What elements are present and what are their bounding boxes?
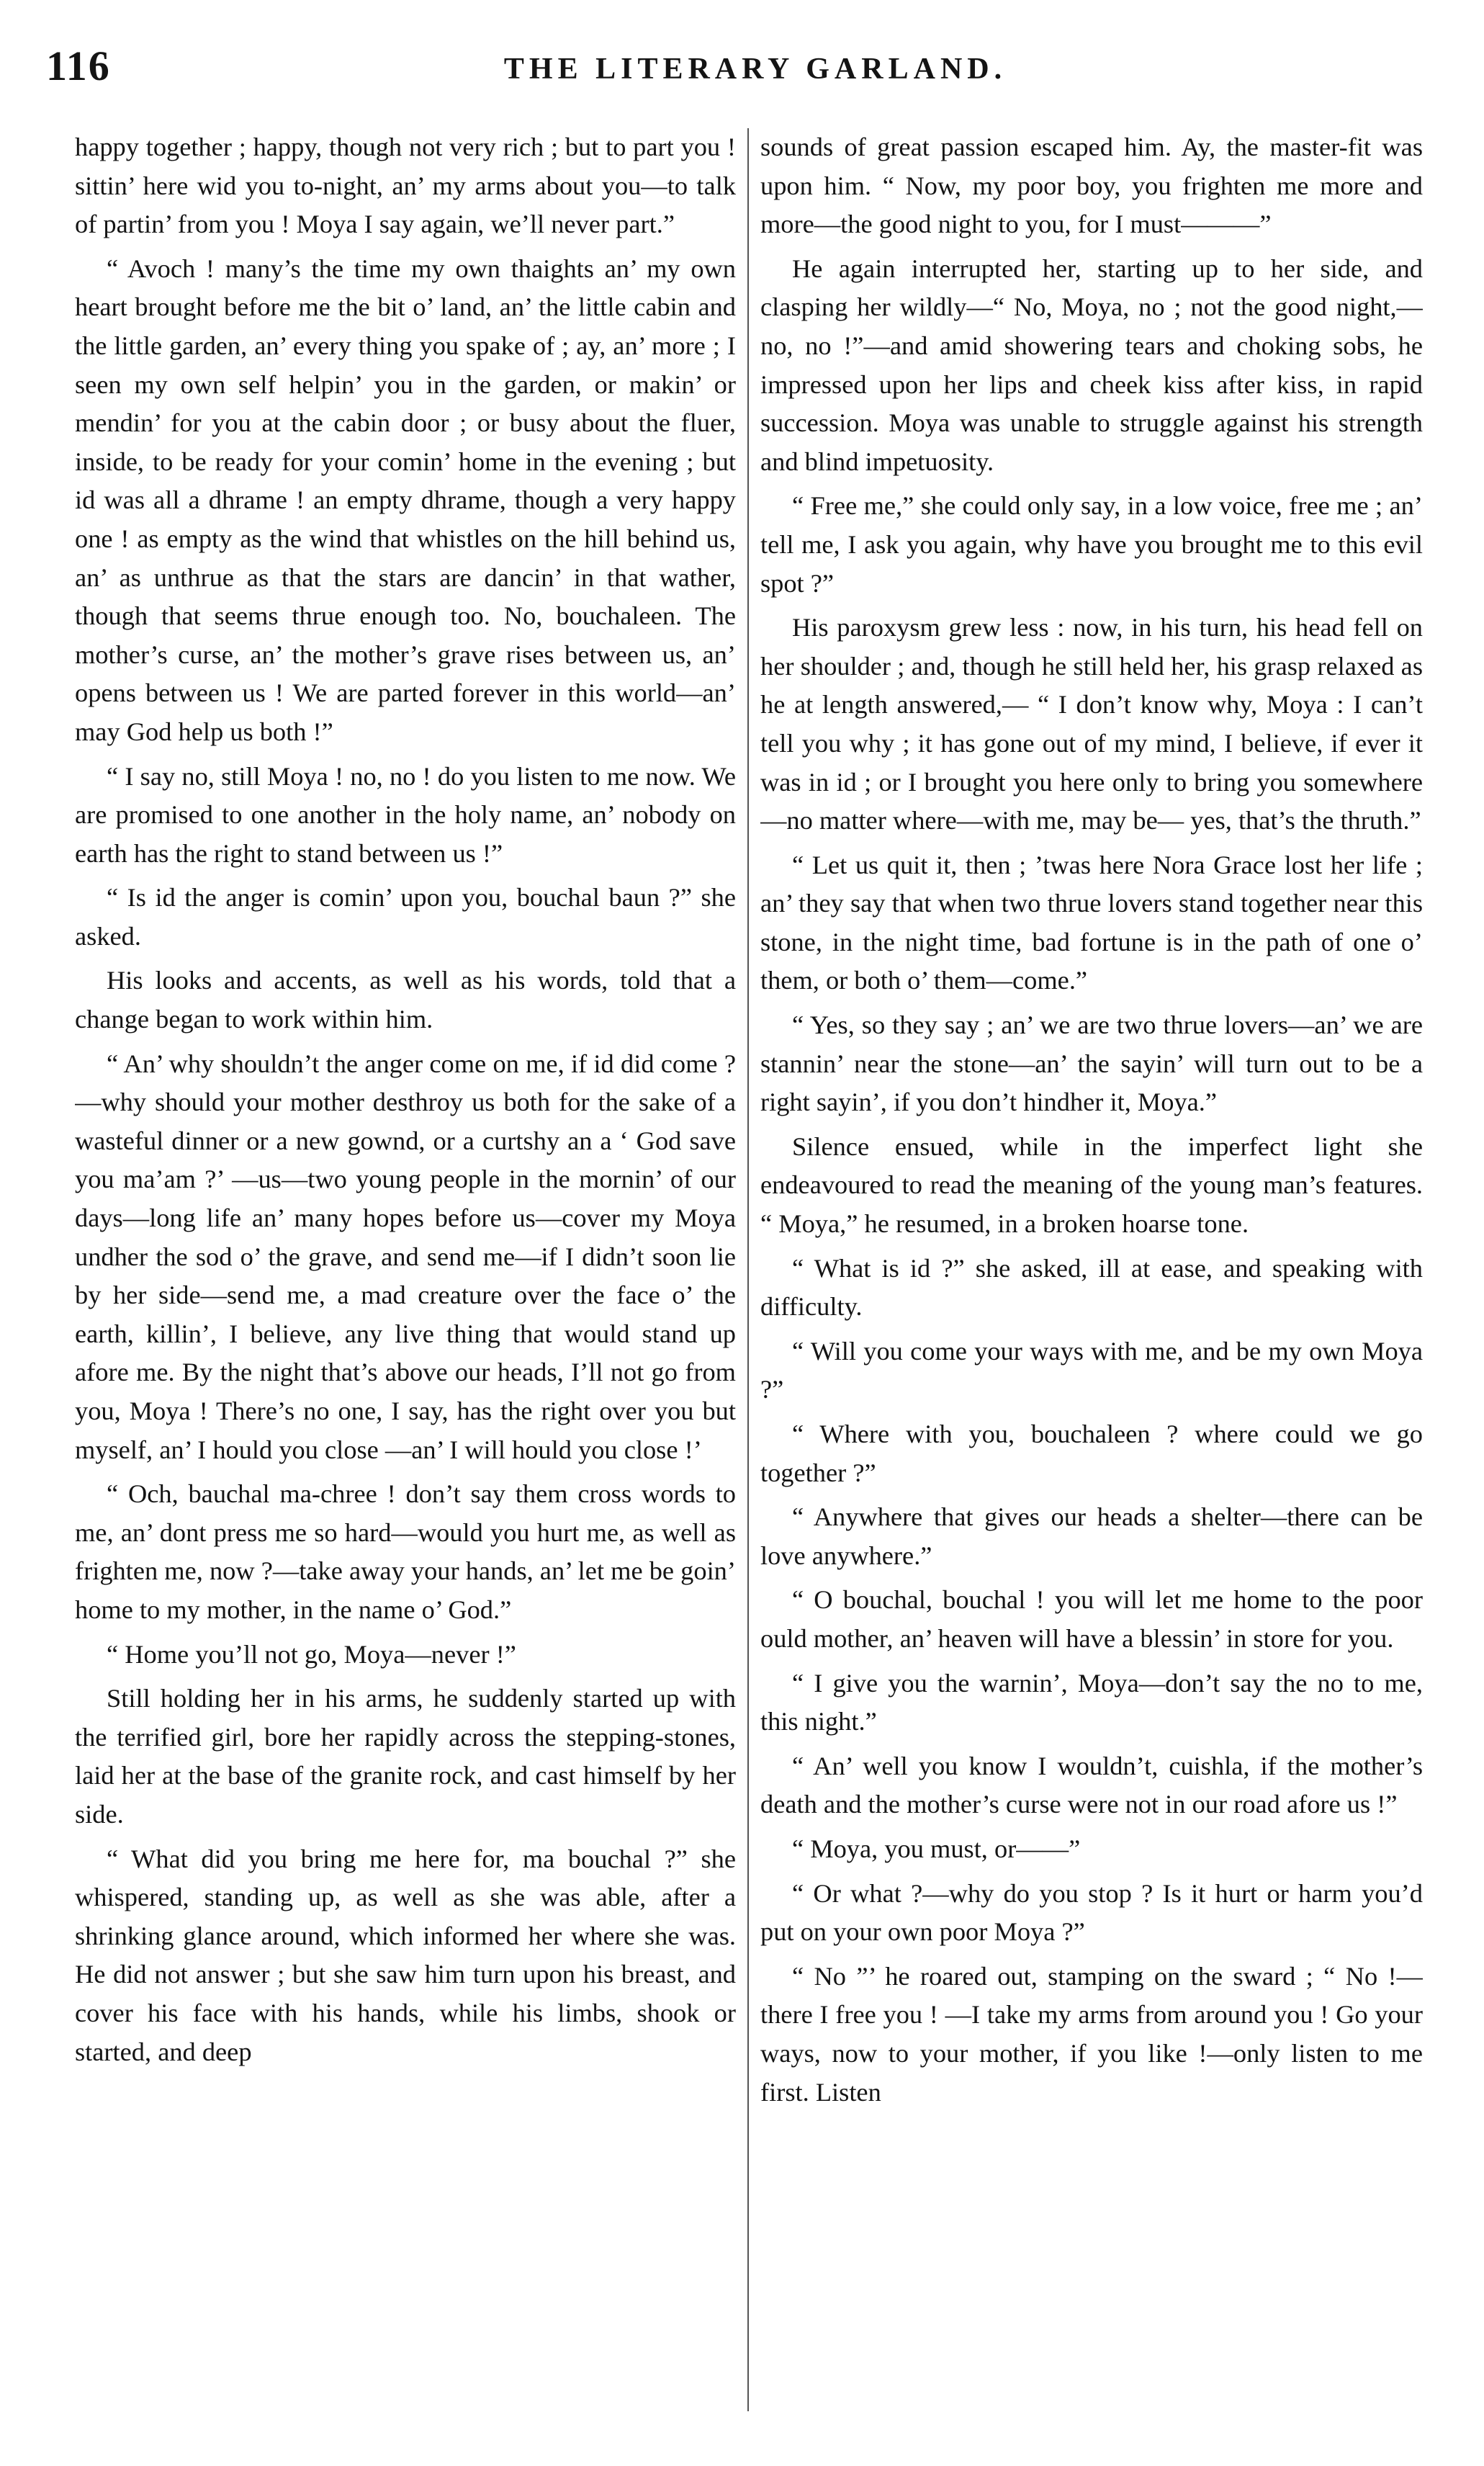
paragraph: “ Avoch ! many’s the time my own thaights an’ my own heart brought before me the bit o’ land, an’ the little cabin and the little garden, an’ every thing you spake of ; ay, an’ more ; I seen my own self helpin’ you in the garden, or makin’ or mendin’ for you at the cabin door ; or busy about the fluer, inside, to be ready for your comin’ home in the evening ; but id was all a dhrame ! an empty dhrame, though a very happy one ! as empty as the wind that whistles on the hill behind us, an’ as unthrue as that the stars are dancin’ in that wather, though that seems thrue enough too. No, bouchaleen. The mother’s curse, an’ the mother’s grave rises between us, an’ opens between us ! We are parted forever in this world—an’ may God help us both !” xyxy=(75,254,736,746)
paragraph: “ Home you’ll not go, Moya—never !” xyxy=(107,1639,516,1669)
column-divider xyxy=(747,128,749,2411)
paragraph: “ I give you the warnin’, Moya—don’t say the no to me, this night.” xyxy=(760,1668,1423,1736)
paragraph: “ What is id ?” she asked, ill at ease, and speaking with difficulty. xyxy=(760,1253,1423,1322)
paragraph: “ An’ well you know I wouldn’t, cuishla, if the mother’s death and the mother’s curse were not in our road afore us !” xyxy=(760,1751,1423,1819)
paragraph: Silence ensued, while in the imperfect light she endeavoured to read the meaning of the young man’s features. “ Moya,” he resumed, in a broken hoarse tone. xyxy=(760,1131,1423,1239)
paragraph: “ Moya, you must, or——” xyxy=(792,1834,1081,1863)
page-number: 116 xyxy=(46,42,111,89)
paragraph: His paroxysm grew less : now, in his turn, his head fell on her shoulder ; and, though he still held her, his grasp relaxed as he at length answered,— “ I don’t know why, Moya : I can’t tell you why ; it has gone out of my mind, I believe, if ever it was in id ; or I brought you here only to bring you somewhere—no matter where—with me, may be— yes, that’s the thruth.” xyxy=(760,613,1423,835)
paragraph: “ Yes, so they say ; an’ we are two thrue lovers—an’ we are stannin’ near the stone—an’ the sayin’ will turn out to be a right sayin’, if you don’t hindher it, Moya.” xyxy=(760,1010,1423,1117)
paragraph: “ I say no, still Moya ! no, no ! do you listen to me now. We are promised to one another in the holy name, an’ nobody on earth has the right to stand between us !” xyxy=(75,761,736,868)
paragraph: “ What did you bring me here for, ma bouchal ?” she whispered, standing up, as well as she was able, after a shrinking glance around, which informed her where she was. He did not answer ; but she saw him turn upon his breast, and cover his face with his hands, while his limbs, shook or started, and deep xyxy=(75,1844,736,2066)
paragraph: “ Will you come your ways with me, and be my own Moya ?” xyxy=(760,1336,1423,1404)
paragraph: Still holding her in his arms, he suddenly started up with the terrified girl, bore her rapidly across the stepping-stones, laid her at the base of the granite rock, and cast himself by her side. xyxy=(75,1684,736,1829)
paragraph: “ An’ why shouldn’t the anger come on me, if id did come ?—why should your mother desthroy us both for the sake of a wasteful dinner or a new gownd, or a curtshy an a ‘ God save you ma’am ?’ —us—two young people in the mornin’ of our days—long life an’ many hopes before us—cover my Moya undher the sod o’ the grave, and send me—if I didn’t soon lie by her side—send me, a mad creature over the face o’ the earth, killin’, I believe, any live thing that would stand up afore me. By the night that’s above our heads, I’ll not go from you, Moya ! There’s no one, I say, has the right over you but myself, an’ I hould you close —an’ I will hould you close !’ xyxy=(75,1049,736,1464)
paragraph: sounds of great passion escaped him. Ay, the master-fit was upon him. “ Now, my poor boy, you frighten me more and more—the good night to you, for I must———” xyxy=(760,133,1423,239)
paragraph: “ Anywhere that gives our heads a shelter—there can be love anywhere.” xyxy=(760,1502,1423,1570)
paragraph: “ Free me,” she could only say, in a low voice, free me ; an’ tell me, I ask you again, why have you brought me to this evil spot ?” xyxy=(760,491,1423,598)
paragraph: happy together ; happy, though not very rich ; but to part you ! sittin’ here wid you to-night, an’ my arms about you—to talk of partin’ from you ! Moya I say again, we’ll never part.” xyxy=(75,133,736,239)
paragraph: “ O bouchal, bouchal ! you will let me home to the poor ould mother, an’ heaven will have a blessin’ in store for you. xyxy=(760,1585,1423,1653)
paragraph: “ No ”’ he roared out, stamping on the sward ; “ No !—there I free you ! —I take my arms from around you ! Go your ways, now to your mother, if you like !—only listen to me first. Listen xyxy=(760,1961,1423,2107)
paragraph: “ Let us quit it, then ; ’twas here Nora Grace lost her life ; an’ they say that when two thrue lovers stand together near this stone, in the night time, bad fortune is in the path of one o’ them, or both o’ them—come.” xyxy=(760,850,1423,995)
right-column xyxy=(760,128,1423,2433)
paragraph: His looks and accents, as well as his words, told that a change began to work within him. xyxy=(75,966,736,1034)
paragraph: “ Och, bauchal ma-chree ! don’t say them cross words to me, an’ dont press me so hard—would you hurt me, as well as frighten me, now ?—take away your hands, an’ let me be goin’ home to my mother, in the name o’ God.” xyxy=(75,1479,736,1624)
paragraph: “ Where with you, bouchaleen ? where could we go together ?” xyxy=(760,1420,1423,1487)
running-title: THE LITERARY GARLAND. xyxy=(503,53,1007,86)
paragraph: “ Is id the anger is comin’ upon you, bouchal baun ?” she asked. xyxy=(75,883,736,951)
paragraph: “ Or what ?—why do you stop ? Is it hurt or harm you’d put on your own poor Moya ?” xyxy=(760,1878,1423,1947)
paragraph: He again interrupted her, starting up to her side, and clasping her wildly—“ No, Moya, no ; not the good night,—no, no !”—and amid showering tears and choking sobs, he impressed upon her lips and cheek kiss after kiss, in rapid succession. Moya was unable to struggle against his strength and blind impetuosity. xyxy=(760,254,1423,476)
page-header xyxy=(46,42,1465,99)
left-column xyxy=(75,128,736,2433)
